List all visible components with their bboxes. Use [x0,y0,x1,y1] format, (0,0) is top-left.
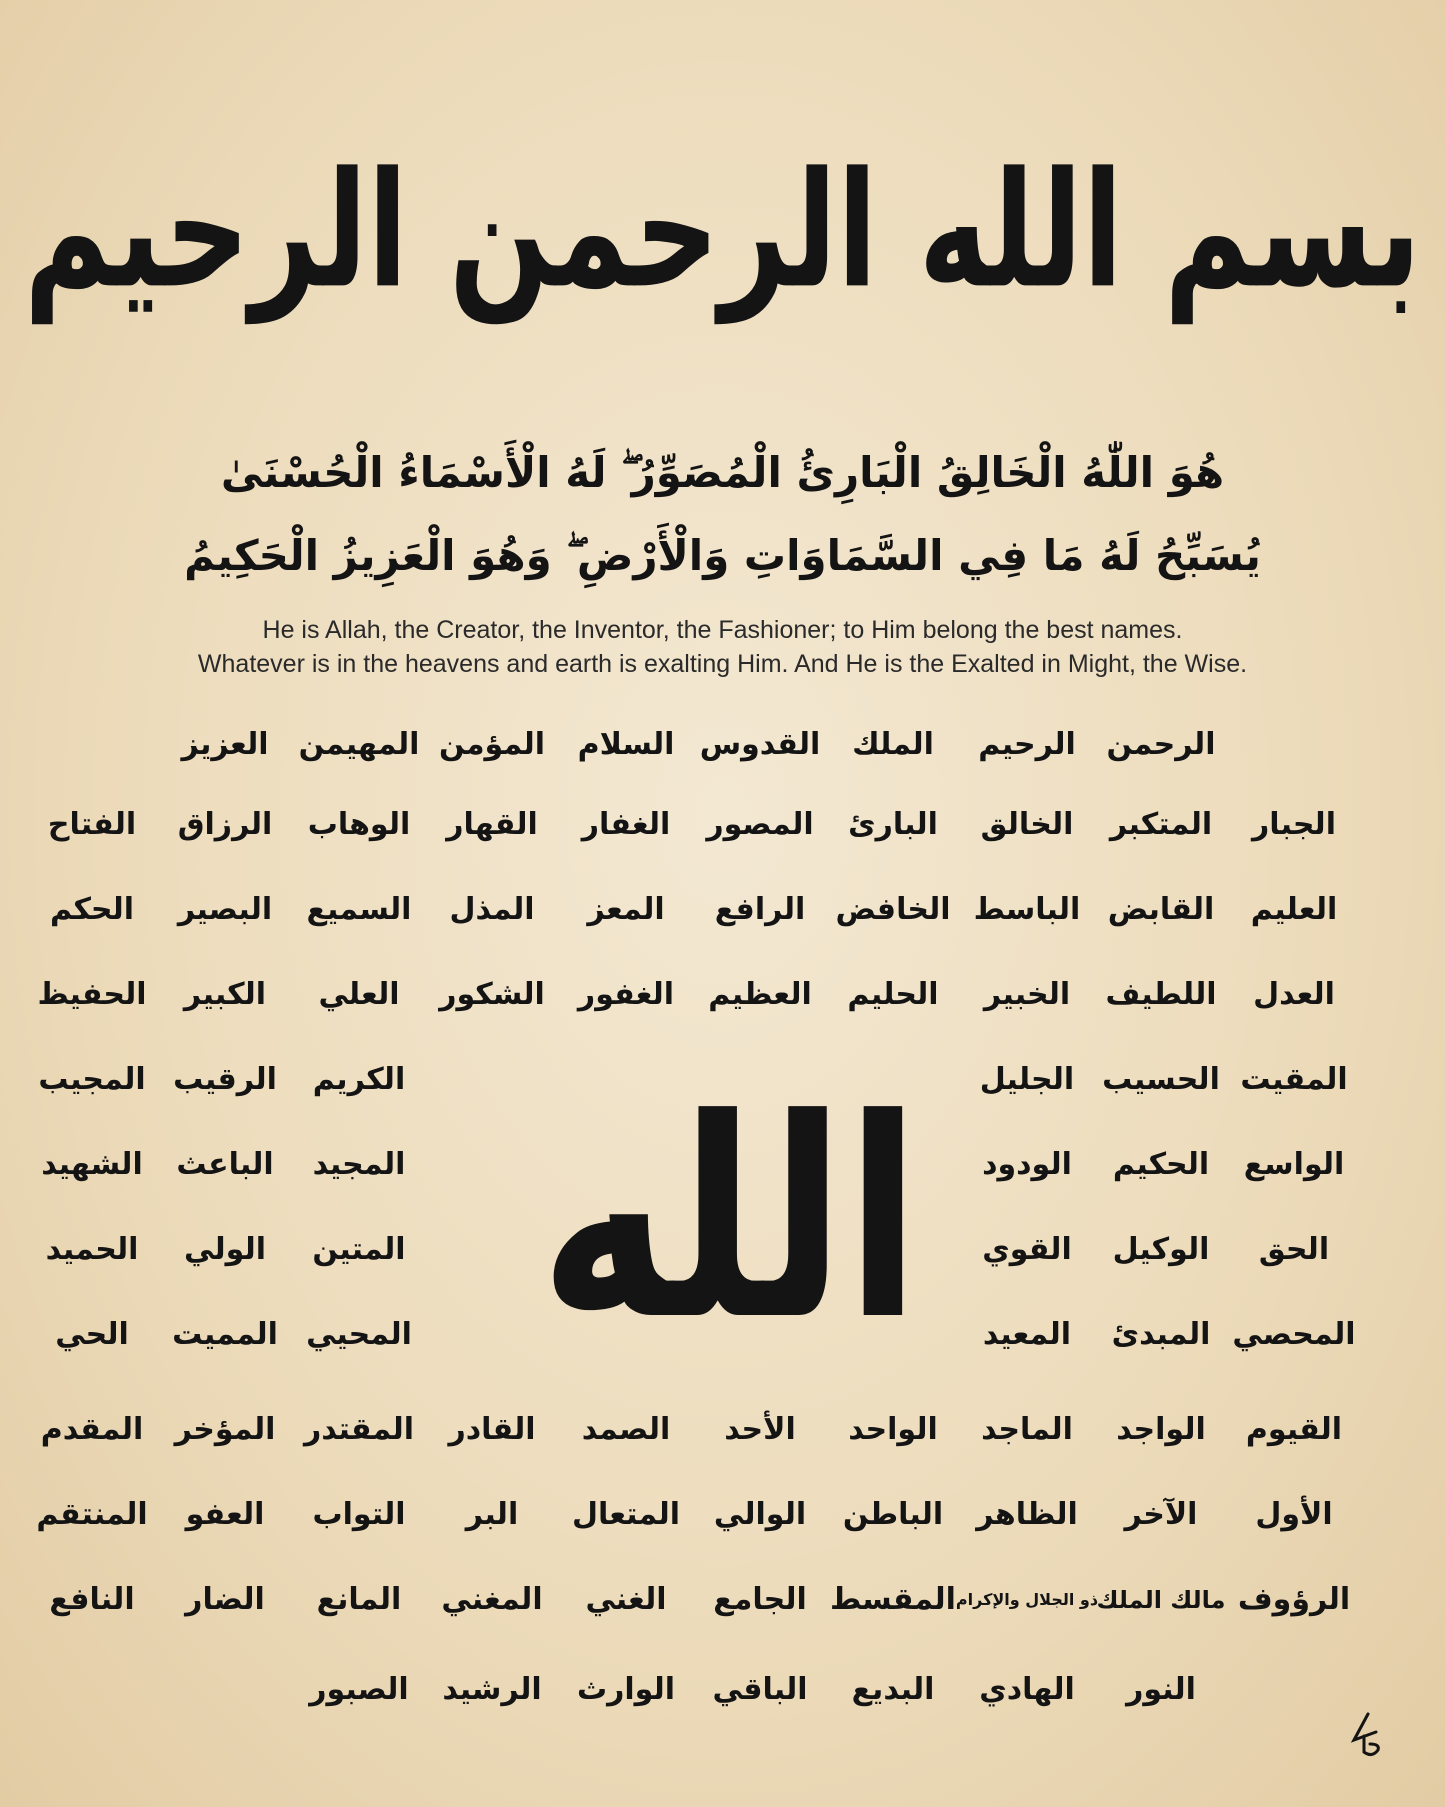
divine-name: المجيد [312,1147,406,1182]
divine-name: القادر [448,1412,536,1447]
divine-name: الغفار [581,807,671,842]
divine-name: الوكيل [1112,1232,1210,1267]
divine-name: الملك [852,727,934,762]
divine-name: المعز [587,892,665,927]
divine-name: المتين [312,1232,406,1267]
divine-name: ذو الجلال والإكرام [955,1590,1099,1609]
divine-name: المقتدر [303,1412,415,1447]
divine-name: الآخر [1124,1497,1198,1532]
divine-name: الشهيد [41,1147,143,1182]
divine-name: المذل [449,892,535,927]
divine-name: الباطن [842,1497,944,1532]
divine-name: الصمد [581,1412,671,1447]
allah-text: الله [539,1060,921,1380]
divine-name: الجامع [713,1582,807,1617]
divine-name: السلام [577,727,675,762]
divine-name: الكريم [312,1062,406,1097]
divine-name: الحي [55,1317,129,1352]
divine-name: العظيم [708,977,812,1012]
divine-name: المصور [706,807,814,842]
divine-name: الرؤوف [1237,1582,1351,1617]
divine-name: الحميد [45,1232,139,1267]
divine-name: البارئ [848,807,938,842]
divine-name: مالك الملك [1096,1586,1226,1614]
divine-name: المبدئ [1111,1317,1211,1352]
divine-name: العلي [318,977,400,1012]
divine-name: الرقيب [173,1062,277,1097]
artist-signature-icon [1346,1710,1386,1760]
divine-name: الأحد [724,1412,796,1447]
divine-name: المنتقم [36,1497,148,1532]
divine-name: القهار [446,807,538,842]
divine-name: البر [465,1497,519,1532]
divine-name: الولي [184,1232,266,1267]
divine-name: الرافع [714,892,806,927]
divine-name: المحيي [306,1317,412,1352]
divine-name: الواحد [848,1412,938,1447]
divine-name: الغفور [577,977,675,1012]
divine-name: القابض [1107,892,1215,927]
divine-name: الرحمن [1106,727,1216,762]
divine-name: السميع [306,892,412,927]
basmala-text: بسم الله الرحمن الرحيم [23,136,1422,324]
divine-name: المغني [441,1582,543,1617]
divine-name: العليم [1250,892,1338,927]
divine-name: اللطيف [1105,977,1217,1012]
divine-name: الباعث [176,1147,274,1182]
divine-name: الرشيد [442,1672,542,1707]
divine-name: النافع [49,1582,135,1617]
divine-name: الكبير [183,977,267,1012]
allah-calligraphy [540,1030,920,1410]
divine-name: الواسع [1243,1147,1345,1182]
divine-name: المحصي [1232,1317,1356,1352]
divine-name: التواب [312,1497,406,1532]
divine-name: المميت [172,1317,278,1352]
divine-name: العدل [1253,977,1335,1012]
divine-name: الحليم [847,977,939,1012]
divine-name: الخبير [983,977,1071,1012]
divine-name: الشكور [439,977,545,1012]
divine-name: الحق [1258,1232,1330,1267]
divine-name: الحفيظ [37,977,147,1012]
divine-name: الغني [585,1582,667,1617]
divine-name: المتكبر [1109,807,1213,842]
divine-name: العزيز [181,727,269,762]
divine-name: الفتاح [47,807,137,842]
divine-name: الوالي [713,1497,807,1532]
divine-name: الحكم [49,892,135,927]
divine-name: الودود [982,1147,1072,1182]
divine-name: الباسط [973,892,1081,927]
divine-name: المعيد [982,1317,1072,1352]
divine-name: الحسيب [1102,1062,1220,1097]
divine-name: البصير [177,892,273,927]
divine-name: الصبور [309,1672,409,1707]
divine-name: الضار [185,1582,265,1617]
divine-name: الخالق [980,807,1074,842]
divine-name: المؤخر [174,1412,276,1447]
translation-line-2: Whatever is in the heavens and earth is exalting Him. And He is the Exalted in Might, the Wise. [197,650,1248,678]
divine-name: المقسط [830,1582,956,1617]
divine-name: الجليل [979,1062,1075,1097]
divine-name: المؤمن [438,727,546,762]
divine-name: الهادي [979,1672,1075,1707]
verse-line-2: يُسَبِّحُ لَهُ مَا فِي السَّمَاوَاتِ وَالْأَرْضِ ۖ وَهُوَ الْعَزِيزُ الْحَكِيمُ [184,531,1261,580]
divine-name: الجبار [1252,807,1336,842]
divine-name: العفو [185,1497,265,1532]
divine-name: الواجد [1116,1412,1206,1447]
divine-name: المتعال [571,1497,681,1532]
divine-name: الوارث [576,1672,676,1707]
divine-name: الماجد [981,1412,1073,1447]
divine-name: الظاهر [976,1497,1078,1532]
divine-name: النور [1126,1672,1196,1707]
divine-name: الوهاب [307,807,411,842]
divine-name: المانع [316,1582,402,1617]
divine-name: البديع [851,1672,935,1707]
divine-name: المقيت [1240,1062,1348,1097]
translation-line-1: He is Allah, the Creator, the Inventor, the Fashioner; to Him belong the best names. [262,616,1183,644]
divine-name: الأول [1255,1497,1333,1532]
verse-line-1: هُوَ اللّٰهُ الْخَالِقُ الْبَارِئُ الْمُصَوِّرُ ۖ لَهُ الْأَسْمَاءُ الْحُسْنَىٰ [220,448,1225,497]
divine-name: الباقي [712,1672,808,1707]
divine-name: الرزاق [177,807,273,842]
divine-name: المهيمن [298,727,420,762]
divine-name: المجيب [38,1062,146,1097]
divine-name: القدوس [699,727,821,762]
divine-name: المقدم [40,1412,144,1447]
divine-name: الخافض [835,892,951,927]
divine-name: القيوم [1245,1412,1343,1447]
divine-name: الحكيم [1112,1147,1210,1182]
divine-name: القوي [982,1232,1072,1267]
divine-name: الرحيم [978,727,1076,762]
